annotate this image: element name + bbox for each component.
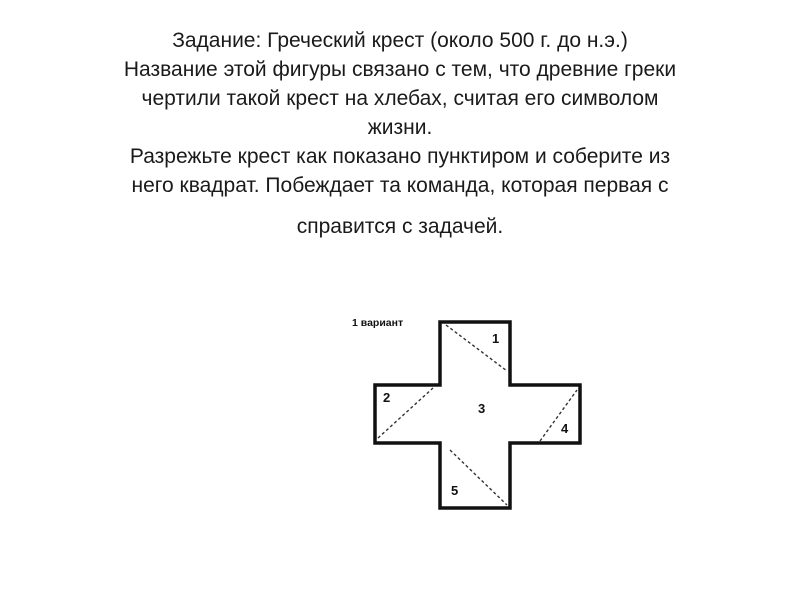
piece-label-2: 2 [383, 390, 391, 405]
greek-cross-figure [350, 308, 590, 528]
task-text-line: чертили такой крест на хлебах, считая его символом [141, 87, 659, 110]
piece-label-1: 1 [492, 331, 500, 346]
variant-label: 1 вариант [352, 317, 404, 329]
greek-cross-diagram [350, 308, 590, 528]
piece-label-5: 5 [451, 483, 459, 498]
task-instruction-line: Разрежьте крест как показано пунктиром и соберите из [129, 145, 671, 168]
cut-line-5 [450, 450, 507, 505]
task-text-line: жизни. [367, 116, 433, 139]
task-description [40, 26, 760, 241]
task-instruction-line: справится с задачей. [296, 215, 504, 238]
task-text-line: Название этой фигуры связано с тем, что древние греки [123, 58, 677, 81]
piece-label-4: 4 [561, 421, 569, 436]
task-instruction-line: него квадрат. Побеждает та команда, которая первая с [131, 174, 669, 197]
task-title-line: Задание: Греческий крест (около 500 г. до н.э.) [172, 29, 628, 52]
cut-line-4 [540, 390, 577, 441]
piece-label-3: 3 [478, 401, 486, 416]
